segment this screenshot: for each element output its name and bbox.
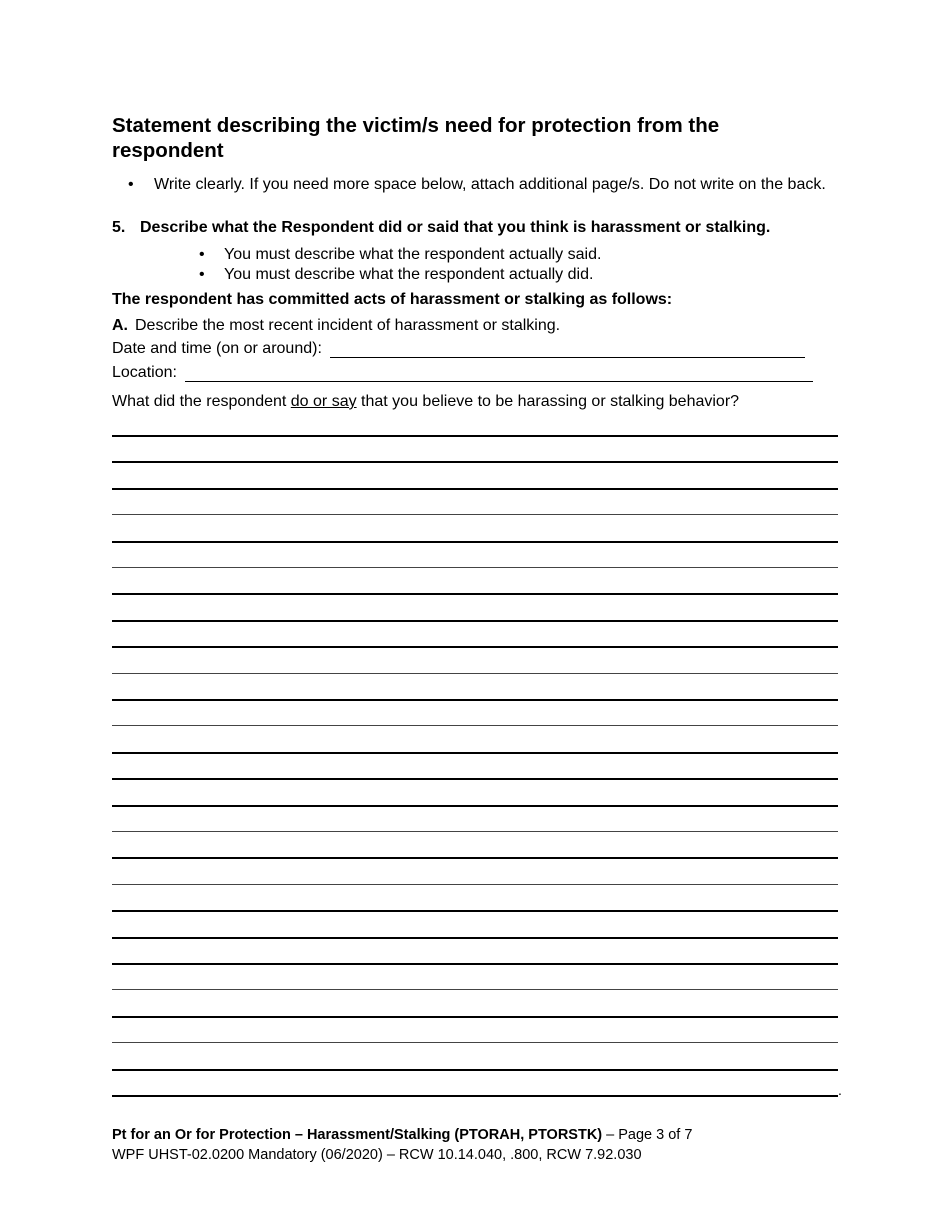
writing-line[interactable]	[112, 541, 838, 543]
end-mark: .	[838, 1082, 842, 1098]
writing-line[interactable]	[112, 989, 838, 990]
writing-line[interactable]	[112, 646, 838, 648]
section-subheading: The respondent has committed acts of harassment or stalking as follows:	[112, 291, 673, 308]
location-row	[112, 364, 813, 382]
part-a-text: Describe the most recent incident of harassment or stalking.	[135, 317, 561, 334]
writing-line[interactable]	[112, 1095, 838, 1097]
footer-title	[112, 1127, 692, 1144]
bullet-icon: •	[128, 176, 134, 193]
writing-line[interactable]	[112, 778, 838, 780]
writing-line[interactable]	[112, 1069, 838, 1071]
writing-line[interactable]	[112, 461, 838, 463]
writing-line[interactable]	[112, 620, 838, 622]
writing-line[interactable]	[112, 725, 838, 726]
writing-line[interactable]	[112, 1042, 838, 1043]
writing-line[interactable]	[112, 435, 838, 437]
writing-line[interactable]	[112, 673, 838, 674]
writing-line[interactable]	[112, 752, 838, 754]
part-a-label: A.	[112, 317, 128, 334]
question-5-text: Describe what the Respondent did or said that you think is harassment or stalking.	[140, 219, 771, 236]
question-5	[112, 219, 770, 237]
writing-line[interactable]	[112, 567, 838, 568]
writing-line[interactable]	[112, 593, 838, 595]
requirement-bullet	[199, 246, 799, 264]
writing-line[interactable]	[112, 488, 838, 490]
date-time-label: Date and time (on or around):	[112, 340, 322, 357]
question-emphasis: do or say	[290, 393, 357, 410]
instruction-text: Write clearly. If you need more space below, attach additional page/s. Do not write on the back.	[154, 176, 826, 193]
writing-line[interactable]	[112, 963, 838, 965]
footer-form-id: WPF UHST-02.0200 Mandatory (06/2020) – RCW 10.14.040, .800, RCW 7.92.030	[112, 1147, 642, 1163]
bullet-icon: •	[199, 246, 205, 263]
requirement-bullet	[199, 266, 799, 284]
instruction-bullet	[128, 176, 828, 194]
writing-line[interactable]	[112, 937, 838, 939]
question-text: that you believe to be harassing or stalking behavior?	[356, 393, 740, 410]
location-label: Location:	[112, 364, 177, 381]
question-text: What did the respondent	[112, 393, 291, 410]
writing-line[interactable]	[112, 699, 838, 701]
requirement-text: You must describe what the respondent actually did.	[224, 266, 594, 283]
writing-line[interactable]	[112, 514, 838, 515]
bullet-icon: •	[199, 266, 205, 283]
question-number: 5.	[112, 219, 126, 236]
writing-line[interactable]	[112, 1016, 838, 1018]
writing-line[interactable]	[112, 805, 838, 807]
part-a	[112, 317, 560, 335]
writing-line[interactable]	[112, 910, 838, 912]
incident-question	[112, 393, 739, 411]
writing-line[interactable]	[112, 857, 838, 859]
requirement-text: You must describe what the respondent actually said.	[224, 246, 602, 263]
date-time-field[interactable]	[330, 343, 805, 358]
writing-line[interactable]	[112, 831, 838, 832]
location-field[interactable]	[185, 367, 813, 382]
page-heading: Statement describing the victim/s need for protection from the respondent	[112, 114, 720, 162]
date-time-row	[112, 340, 805, 358]
footer-form-title: Pt for an Or for Protection – Harassment/Stalking (PTORAH, PTORSTK)	[112, 1127, 603, 1143]
writing-line[interactable]	[112, 884, 838, 885]
footer-page-number: – Page 3 of 7	[602, 1127, 693, 1143]
